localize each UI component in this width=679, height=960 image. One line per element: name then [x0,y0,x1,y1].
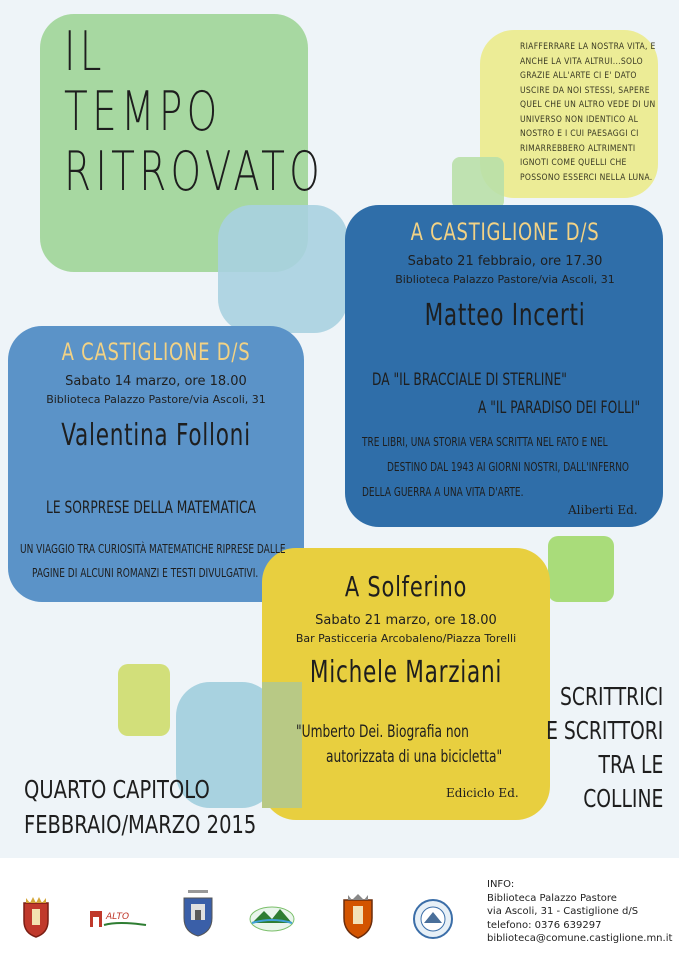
lime-square-left [118,664,170,736]
event-date: Sabato 21 marzo, ore 18.00 [315,613,497,628]
event-place: A Solferino [344,570,468,603]
tagline [507,680,663,816]
event-subtitle-1: DA "IL BRACCIALE DI STERLINE" [372,370,567,390]
municipal-crest-logo [178,888,218,938]
event-date: Sabato 21 febbraio, ore 17.30 [407,254,603,269]
event-date: Sabato 14 marzo, ore 18.00 [65,374,247,389]
event-place: A CASTIGLIONE D/S [61,338,251,366]
poster-title [64,22,324,202]
info-line-2: via Ascoli, 31 - Castiglione d/S [487,906,639,917]
tagline-line-1: SCRITTRICI [559,682,663,711]
info-heading: INFO: [487,879,515,890]
event-publisher: Ediciclo Ed. [446,786,519,800]
chapter-line-1: QUARTO CAPITOLO [24,775,210,804]
event-description-1: TRE LIBRI, UNA STORIA VERA SCRITTA NEL FATO E NEL [362,435,608,449]
tagline-line-4: COLLINE [582,784,663,813]
castiglione-crest-logo [18,895,54,939]
tagline-line-2: E SCRITTORI [545,716,663,745]
landscape-logo [248,895,296,939]
title-line-3: RITROVATO [64,140,325,203]
light-blue-square [218,205,348,333]
info-line-1: Biblioteca Palazzo Pastore [487,892,617,904]
event-venue: Biblioteca Palazzo Pastore/via Ascoli, 31 [46,393,266,406]
event-incerti [350,218,660,333]
chapter-line-2: FEBBRAIO/MARZO 2015 [24,810,257,839]
tagline-line-3: TRA LE [598,750,663,779]
solferino-crest-logo [338,892,378,940]
event-description-2: DESTINO DAL 1943 AI GIORNI NOSTRI, DALL'INFERNO [387,460,630,474]
event-venue: Bar Pasticceria Arcobaleno/Piazza Torelli [295,632,517,645]
title-line-1: IL [64,20,106,83]
event-publisher: Aliberti Ed. [568,503,638,517]
event-author: Valentina Folloni [61,418,251,453]
small-green-square [452,157,504,209]
event-description-1: UN VIAGGIO TRA CURIOSITÀ MATEMATICHE RIPRESE DALLE [20,542,286,556]
overlap-square [262,682,302,808]
event-marziani [268,570,544,690]
title-line-2: TEMPO [64,80,222,143]
proust-quote: RIAFFERRARE LA NOSTRA VITA, E ANCHE LA VITA ALTRUI...SOLO GRAZIE ALL'ARTE CI E' DATO USCIRE DA NOI STESSI, SAPERE QUEL CHE UN ALTRO VEDE DI UN UNIVERSO NON IDENTICO AL NOSTRO E I CUI PAESAGGI CI RIMARREBBERO ALTRIMENTI IGNOTI COME QUELLI CHE POSSONO ESSERCI NELLA LUNA. [520,42,656,183]
event-subtitle-2: A "IL PARADISO DEI FOLLI" [478,398,641,418]
alto-mantovano-logo [88,895,148,939]
info-line-3: telefono: 0376 639297 [487,919,602,931]
circular-seal-logo [412,898,454,940]
event-author: Michele Marziani [309,655,503,690]
event-folloni [10,338,302,453]
contact-info [487,878,672,946]
event-author: Matteo Incerti [424,298,586,333]
event-place: A CASTIGLIONE D/S [410,218,600,246]
lime-square-right [548,536,614,602]
event-subtitle-1: "Umberto Dei. Biografia non [296,722,469,742]
event-subtitle-2: autorizzata di una bicicletta" [326,747,503,767]
event-description-3: DELLA GUERRA A UNA VITA D'ARTE. [362,485,524,499]
event-venue: Biblioteca Palazzo Pastore/via Ascoli, 31 [395,273,615,286]
info-email[interactable]: biblioteca@comune.castiglione.mn.it [487,933,673,944]
event-subtitle-1: LE SORPRESE DELLA MATEMATICA [46,498,256,518]
event-description-2: PAGINE DI ALCUNI ROMANZI E TESTI DIVULGATIVI. [32,566,259,580]
alto-logo-text: ALTO [106,912,130,922]
